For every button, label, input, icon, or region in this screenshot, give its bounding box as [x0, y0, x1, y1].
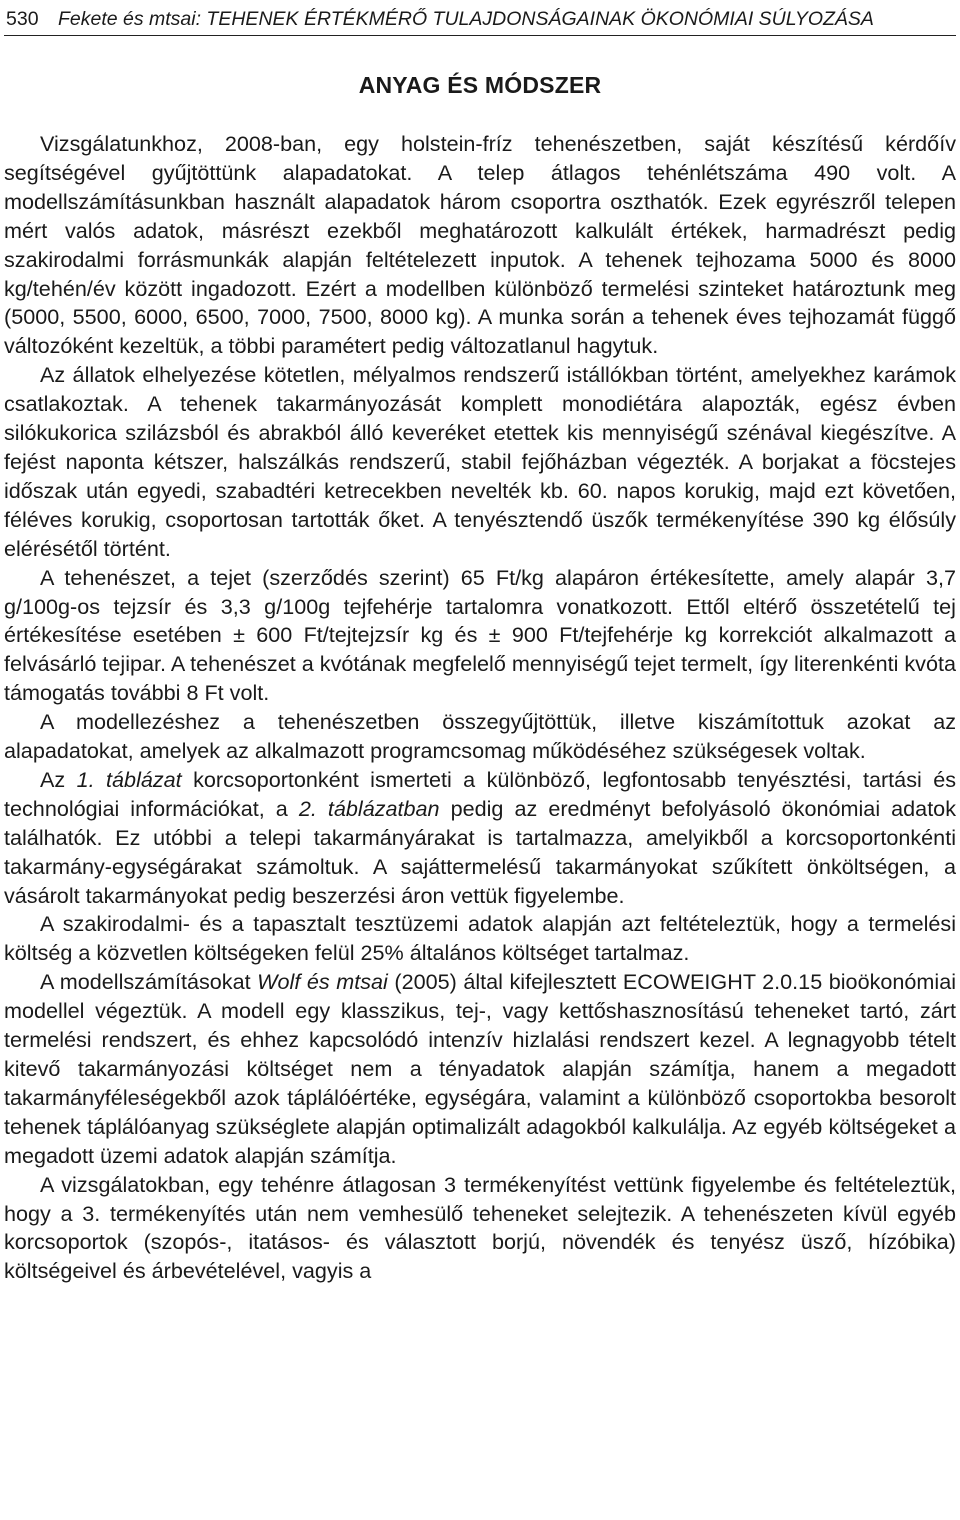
paragraph: Az állatok elhelyezése kötetlen, mélyalmos rendszerű istállókban történt, amelyekhez karámok csatlakoztak. A tehenek takarmányozását komplett monodiétára alapozták, egész évben silókukorica szilázsból és abrakból álló keveréket etettek kis mennyiségű szénával kiegészítve. A fejést naponta kétszer, halszálkás rendszerű, stabil fejőházban végezték. A borjakat a föcstejes időszak után egyedi, szabadtéri ketrecekben nevelték kb. 60. napos korukig, majd ezt követően, féléves korukig, csoportosan tartották őket. A tenyésztendő üszők termékenyítése 390 kg élősúly elérésétől történt.: [4, 362, 956, 561]
table-reference: 2. táblázatban: [298, 795, 440, 821]
paragraph: A vizsgálatokban, egy tehénre átlagosan 3 termékenyítést vettünk figyelembe és feltételeztük, hogy a 3. termékenyítés után nem vemhesülő teheneket selejtezik. A tehenészeten kívül egyéb korcsoportok (szopós-, itatásos- és választott borjú, növendék és tenyész üsző, hízóbika) költségeivel és árbevételével, vagyis a: [4, 1171, 956, 1284]
paragraph: A tehenészet, a tejet (szerződés szerint) 65 Ft/kg alapáron értékesítette, amely alapár 3,7 g/100g-os tejzsír és 3,3 g/100g tejfehérje tartalomra vonatkozott. Ettől eltérő összetételű tej értékesítése esetében ± 600 Ft/tejtejzsír kg és ± 900 Ft/tejfehérje kg korrekciót alkalmazott a felvásárló tejipar. A tehenészet a kvótának megfelelő mennyiségű tejet termelt, így literenkénti kvóta támogatás további 8 Ft volt.: [4, 564, 956, 706]
paragraph: [4, 766, 956, 911]
table-reference: 1. táblázat: [76, 766, 182, 792]
section-title: ANYAG ÉS MÓDSZER: [358, 72, 602, 98]
text-run: pedig az eredményt befolyásoló ökonómiai adatok találhatók. Ez utóbbi a telepi takarmányárakat is tartalmazza, amelyikből a korcsoportonkénti takarmány-egységárakat számoltuk. A sajáttermelésű takarmányokat szűkített önköltségen, a vásárolt takarmányokat pedig beszerzési áron vettük figyelembe.: [4, 795, 956, 908]
running-title: Fekete és mtsai: TEHENEK ÉRTÉKMÉRŐ TULAJDONSÁGAINAK ÖKONÓMIAI SÚLYOZÁSA: [57, 8, 874, 30]
text-run: korcsoportonként ismerteti a különböző, legfontosabb tenyésztési, tartási és technológiai információkat, a: [4, 766, 957, 821]
text-run: Az: [40, 766, 77, 792]
header-rule: [4, 35, 956, 36]
text-run: (2005) által kifejlesztett ECOWEIGHT 2.0.15 bioökonómiai modellel végeztük. A modell egy klasszikus, tej-, vagy kettőshasznosítású teheneket tartó, zárt termelési rendszert, és ehhez kapcsolódó intenzív hizlalási rendszert kezel. A legnagyobb tételt kitevő takarmányozási költséget nem a tényadatok alapján számítja, hanem a megadott takarmányféleségekből azok táplálóértéke, egységára, valamint a különböző csoportokba besorolt tehenek táplálóanyag szükséglete alapján optimalizált adagokból kalkulálja. Az egyéb költségeket a megadott üzemi adatok alapján számítja.: [4, 969, 956, 1168]
paragraph: A modellezéshez a tehenészetben összegyűjtöttük, illetve kiszámítottuk azokat az alapadatokat, amelyek az alkalmazott programcsomag működéséhez szükségesek voltak.: [4, 709, 956, 764]
page-number: 530: [6, 8, 39, 30]
body-text: [4, 130, 956, 1286]
running-header: [6, 6, 956, 34]
text-run: A modellszámításokat: [40, 969, 258, 995]
paragraph: A szakirodalmi- és a tapasztalt tesztüzemi adatok alapján azt feltételeztük, hogy a termelési költség a közvetlen költségeken felül 25% általános költséget tartalmaz.: [4, 911, 956, 966]
paragraph: [4, 968, 956, 1170]
citation-authors: Wolf és mtsai: [257, 969, 388, 995]
paragraph: Vizsgálatunkhoz, 2008-ban, egy holstein-fríz tehenészetben, saját készítésű kérdőív segítségével gyűjtöttünk alapadatokat. A telep átlagos tehénlétszáma 490 volt. A modellszámításunkban használt alapadatok három csoportra oszthatók. Ezek egyrészről telepen mért valós adatok, másrészt ezekből meghatározott kalkulált értékek, harmadrészt pedig szakirodalmi forrásmunkák alapján feltételezett inputok. A tehenek tejhozama 5000 és 8000 kg/tehén/év között ingadozott. Ezért a modellben különböző termelési szinteket határoztunk meg (5000, 5500, 6000, 6500, 7000, 7500, 8000 kg). A munka során a tehenek éves tejhozamát függő változóként kezeltük, a többi paramétert pedig változatlanul hagytuk.: [4, 131, 956, 359]
